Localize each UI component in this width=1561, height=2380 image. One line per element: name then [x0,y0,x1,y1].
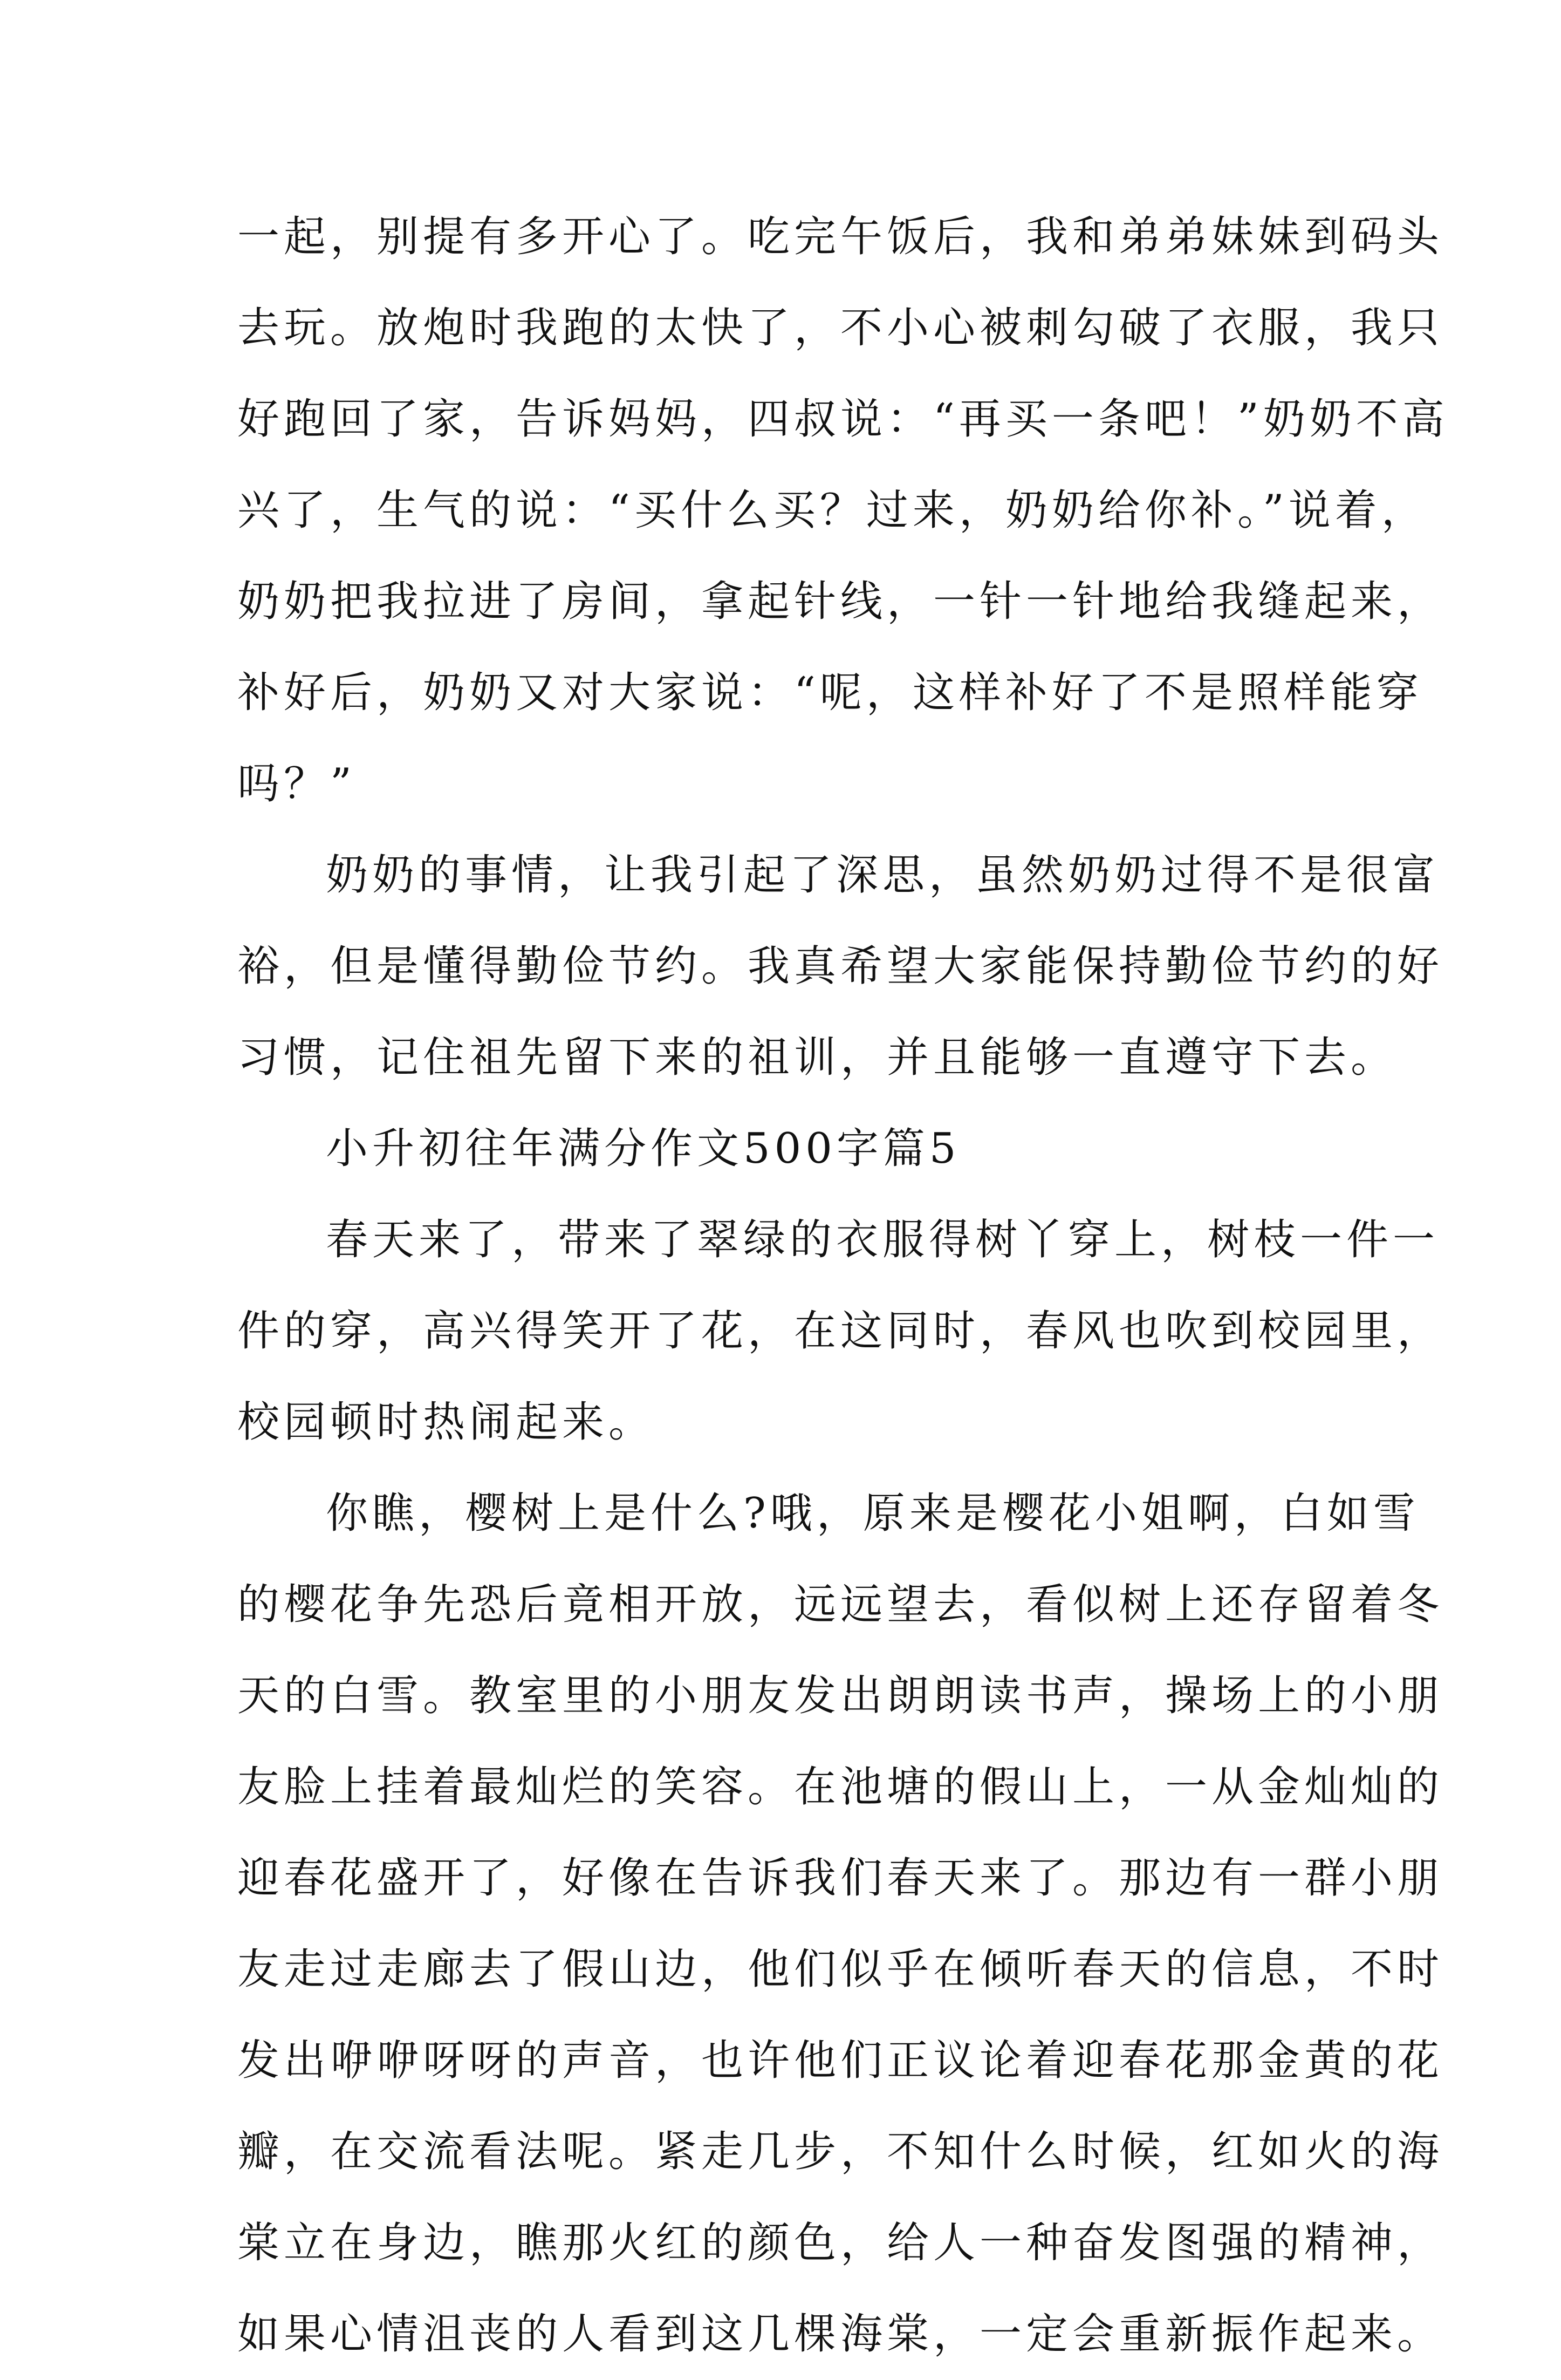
text-line: 友走过走廊去了假山边，他们似乎在倾听春天的信息，不时 [237,1945,1444,1994]
text-line: 如果心情沮丧的人看到这几棵海棠，一定会重新振作起来。 [237,2310,1444,2358]
text-line: 件的穿，高兴得笑开了花，在这同时，春风也吹到校园里， [237,1307,1444,1355]
text-line: 瓣，在交流看法呢。紧走几步，不知什么时候，红如火的海 [237,2127,1444,2176]
text-line: 裕，但是懂得勤俭节约。我真希望大家能保持勤俭节约的好 [237,942,1444,991]
text-line: 棠立在身边，瞧那火红的颜色，给人一种奋发图强的精神， [237,2219,1444,2267]
text-line: 奶奶把我拉进了房间，拿起针线，一针一针地给我缝起来， [237,577,1444,626]
text-line: 吗？” [237,760,356,808]
paragraph-start-line: 春天来了，带来了翠绿的衣服得树丫穿上，树枝一件一 [326,1216,1440,1264]
text-line: 友脸上挂着最灿烂的笑容。在池塘的假山上，一从金灿灿的 [237,1763,1444,1811]
paragraph-start-line: 奶奶的事情，让我引起了深思，虽然奶奶过得不是很富 [326,851,1440,899]
text-line: 去玩。放炮时我跑的太快了，不小心被刺勾破了衣服，我只 [237,304,1444,352]
text-line: 天的白雪。教室里的小朋友发出朗朗读书声，操场上的小朋 [237,1672,1444,1720]
text-line: 一起，别提有多开心了。吃完午饭后，我和弟弟妹妹到码头 [237,213,1444,261]
section-heading: 小升初往年满分作文500字篇5 [326,1124,961,1173]
text-line: 的樱花争先恐后竟相开放，远远望去，看似树上还存留着冬 [237,1580,1444,1629]
text-line: 迎春花盛开了，好像在告诉我们春天来了。那边有一群小朋 [237,1854,1444,1902]
paragraph-start-line: 你瞧，樱树上是什么?哦，原来是樱花小姐啊，白如雪 [326,1489,1420,1538]
text-line: 好跑回了家，告诉妈妈，四叔说：“再买一条吧！”奶奶不高 [237,395,1449,444]
text-line: 补好后，奶奶又对大家说：“呢，这样补好了不是照样能穿 [237,669,1423,717]
essay-text [237,192,1449,2380]
text-line: 兴了，生气的说：“买什么买？过来，奶奶给你补。”说着， [237,486,1428,535]
text-line: 习惯，记住祖先留下来的祖训，并且能够一直遵守下去。 [237,1033,1398,1082]
text-line: 校园顿时热闹起来。 [237,1398,655,1447]
text-line: 发出咿咿呀呀的声音，也许他们正议论着迎春花那金黄的花 [237,2036,1444,2085]
